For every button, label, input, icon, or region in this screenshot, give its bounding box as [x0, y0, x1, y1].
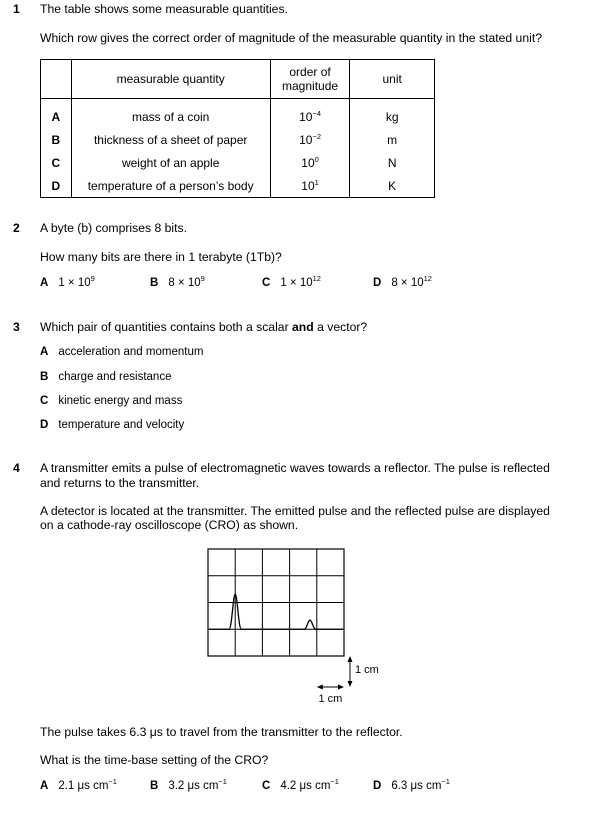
- q1-row-letter: B: [41, 128, 72, 151]
- q1-header-magnitude: [270, 60, 350, 99]
- option-exp: 12: [312, 274, 321, 283]
- table-row: [41, 99, 435, 129]
- option-exp: 12: [423, 274, 432, 283]
- q2-option-b[interactable]: [150, 274, 205, 289]
- q1-header-unit: unit: [350, 60, 435, 99]
- vertical-scale-arrow: [348, 656, 353, 687]
- q1-table: [40, 59, 435, 198]
- q3-number: 3: [13, 320, 20, 334]
- q1-number: 1: [13, 2, 20, 16]
- option-letter: D: [373, 277, 382, 289]
- q1-row-unit: K: [350, 174, 435, 198]
- q3-question-pre: Which pair of quantities contains both a scalar: [40, 320, 293, 334]
- q1-row-magnitude-base: 10: [299, 132, 313, 147]
- table-row: [41, 151, 435, 174]
- option-value: 2.1 μs cm: [58, 780, 109, 792]
- option-value: 3.2 μs cm: [168, 780, 219, 792]
- q1-intro: The table shows some measurable quantities.: [40, 2, 288, 16]
- q1-row-magnitude-exp: −4: [312, 108, 321, 118]
- q1-header-magnitude-line2: magnitude: [282, 79, 339, 93]
- q3-question-bold: and: [292, 320, 314, 334]
- table-row: [41, 128, 435, 151]
- q3-option-c[interactable]: [40, 395, 182, 407]
- q4-option-c[interactable]: [262, 777, 339, 792]
- q1-row-magnitude: [270, 128, 350, 151]
- q1-row-unit: m: [350, 128, 435, 151]
- q3-option-a[interactable]: [40, 346, 203, 358]
- cro-trace: [208, 594, 344, 629]
- q4-para1-line1: A transmitter emits a pulse of electromagnetic waves towards a reflector. The pulse is reflected: [40, 461, 550, 475]
- option-value: 1 × 10: [58, 277, 91, 289]
- q1-header-blank: [41, 60, 72, 99]
- option-letter: D: [40, 419, 49, 431]
- q4-statement: The pulse takes 6.3 μs to travel from the transmitter to the reflector.: [40, 725, 403, 739]
- q1-row-magnitude-base: 10: [299, 109, 313, 124]
- option-exp: −1: [330, 777, 339, 786]
- option-text: kinetic energy and mass: [58, 395, 183, 407]
- option-letter: B: [150, 277, 159, 289]
- q3-option-b[interactable]: [40, 371, 171, 383]
- cro-grid: [208, 549, 344, 656]
- option-letter: A: [40, 780, 49, 792]
- option-value: 8 × 10: [168, 277, 201, 289]
- vertical-scale-label: 1 cm: [355, 664, 379, 676]
- option-text: acceleration and momentum: [58, 346, 204, 358]
- option-letter: A: [40, 346, 49, 358]
- q4-question: What is the time-base setting of the CRO?: [40, 753, 269, 767]
- q1-row-magnitude: [270, 151, 350, 174]
- q1-table-header-row: [41, 60, 435, 99]
- q1-row-magnitude-base: 10: [301, 178, 315, 193]
- cro-display: [200, 546, 400, 711]
- q1-row-magnitude-exp: 1: [314, 177, 319, 187]
- option-value: 6.3 μs cm: [391, 780, 442, 792]
- q1-row-letter: C: [41, 151, 72, 174]
- q1-row-quantity: weight of an apple: [71, 151, 270, 174]
- option-letter: B: [150, 780, 159, 792]
- option-exp: −1: [441, 777, 450, 786]
- horizontal-scale-arrow: [317, 685, 344, 690]
- option-letter: C: [40, 395, 49, 407]
- horizontal-scale-label: 1 cm: [318, 693, 343, 705]
- q1-row-magnitude: [270, 99, 350, 129]
- option-exp: −1: [218, 777, 227, 786]
- option-value: 1 × 10: [280, 277, 313, 289]
- option-letter: B: [40, 371, 49, 383]
- option-text: temperature and velocity: [58, 419, 185, 431]
- q1-row-letter: A: [41, 99, 72, 129]
- option-letter: C: [262, 277, 271, 289]
- q4-option-b[interactable]: [150, 777, 227, 792]
- q2-intro: A byte (b) comprises 8 bits.: [40, 221, 187, 235]
- q1-row-magnitude-exp: 0: [314, 154, 319, 164]
- q1-row-letter: D: [41, 174, 72, 198]
- option-value: 8 × 10: [391, 277, 424, 289]
- q1-question: Which row gives the correct order of magnitude of the measurable quantity in the stated unit?: [40, 31, 542, 45]
- option-text: charge and resistance: [58, 371, 172, 383]
- option-value: 4.2 μs cm: [280, 780, 331, 792]
- q1-row-quantity: thickness of a sheet of paper: [71, 128, 270, 151]
- option-letter: C: [262, 780, 271, 792]
- option-letter: A: [40, 277, 49, 289]
- q3-question-post: a vector?: [313, 320, 368, 334]
- q4-option-d[interactable]: [373, 777, 450, 792]
- option-letter: D: [373, 780, 382, 792]
- table-row: [41, 174, 435, 198]
- q4-option-a[interactable]: [40, 777, 117, 792]
- q1-row-magnitude: [270, 174, 350, 198]
- option-exp: 9: [90, 274, 95, 283]
- q2-option-c[interactable]: [262, 274, 321, 289]
- q4-para1-line2: and returns to the transmitter.: [40, 476, 200, 490]
- q1-header-magnitude-line1: order of: [289, 65, 331, 79]
- q1-row-quantity: mass of a coin: [71, 99, 270, 129]
- q1-row-unit: N: [350, 151, 435, 174]
- q4-para2-line2: on a cathode-ray oscilloscope (CRO) as shown.: [40, 518, 299, 532]
- q2-option-a[interactable]: [40, 274, 95, 289]
- option-exp: −1: [108, 777, 117, 786]
- q1-header-quantity: measurable quantity: [71, 60, 270, 99]
- q1-row-quantity: temperature of a person’s body: [71, 174, 270, 198]
- q2-number: 2: [13, 221, 20, 235]
- q1-row-magnitude-base: 10: [301, 155, 315, 170]
- q3-option-d[interactable]: [40, 419, 184, 431]
- q4-number: 4: [13, 461, 20, 475]
- q1-row-magnitude-exp: −2: [312, 131, 321, 141]
- q1-row-unit: kg: [350, 99, 435, 129]
- q3-question: [40, 320, 367, 334]
- q2-question: How many bits are there in 1 terabyte (1Tb)?: [40, 250, 282, 264]
- q4-para2-line1: A detector is located at the transmitter. The emitted pulse and the reflected pulse are displayed: [40, 504, 550, 518]
- q2-option-d[interactable]: [373, 274, 432, 289]
- option-exp: 9: [200, 274, 205, 283]
